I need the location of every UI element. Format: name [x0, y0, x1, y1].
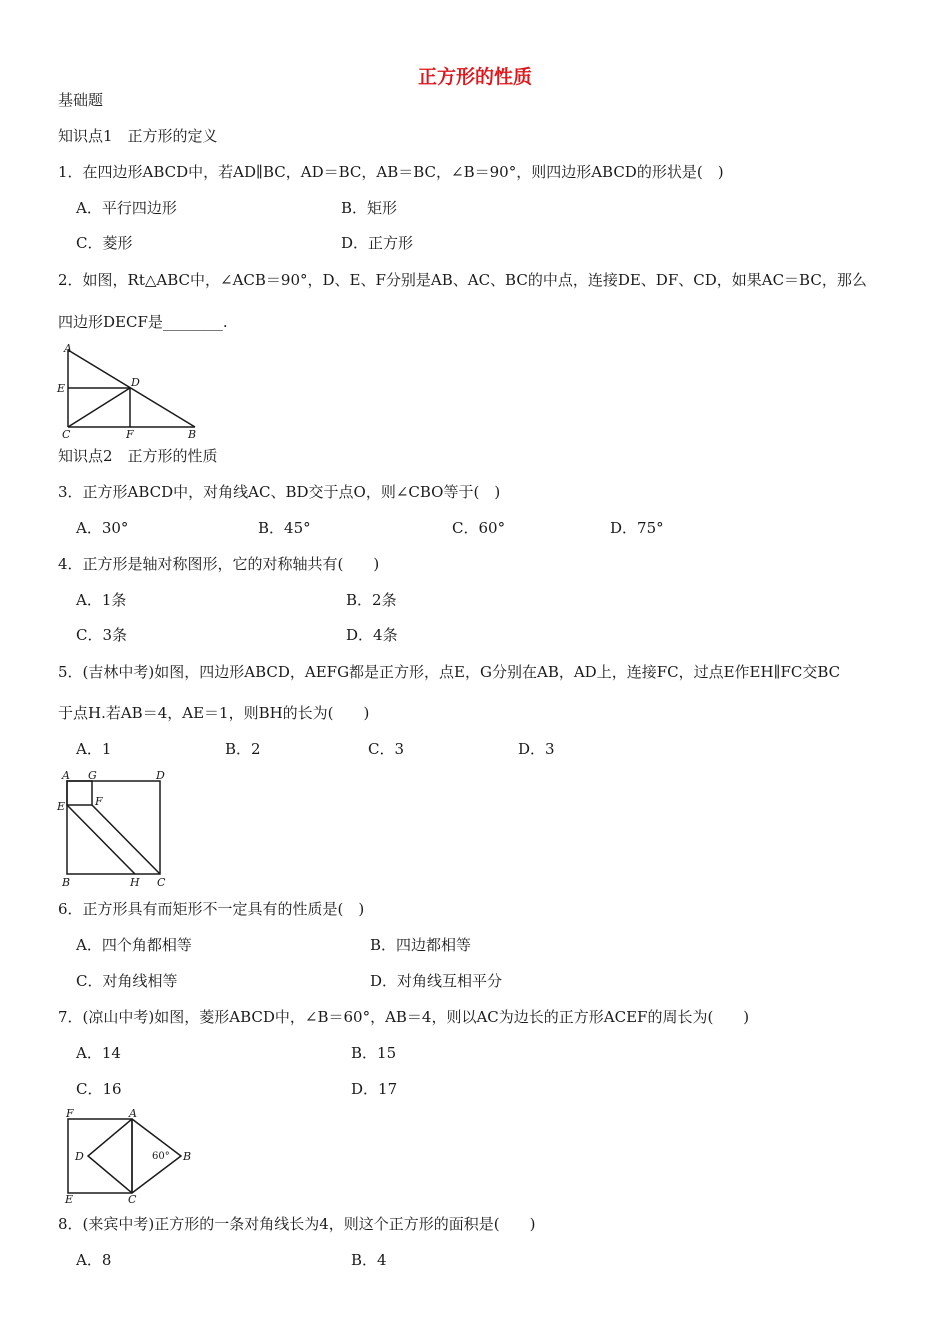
q4-option-d: D．4条: [346, 626, 398, 644]
q8-option-a: A．8: [76, 1251, 112, 1269]
q6-option-d: D．对角线互相平分: [370, 972, 503, 990]
q7-label-a: A: [129, 1107, 137, 1120]
q2-label-c: C: [62, 428, 71, 441]
q4-option-c: C．3条: [76, 626, 128, 644]
q2-label-b: B: [188, 428, 197, 441]
q5-label-b: B: [62, 876, 71, 889]
q1-option-a: A．平行四边形: [76, 199, 177, 217]
q5-label-g: G: [88, 769, 97, 782]
q5-stem-line2: 于点H.若AB＝4，AE＝1，则BH的长为( ): [58, 704, 370, 722]
q7-stem: 7．(凉山中考)如图，菱形ABCD中，∠B＝60°，AB＝4，则以AC为边长的正方形ACEF的周长为( ): [58, 1008, 750, 1026]
q7-option-c: C．16: [76, 1080, 122, 1098]
q5-label-h: H: [130, 876, 140, 889]
q2-label-e: E: [57, 382, 66, 395]
q3-stem: 3．正方形ABCD中，对角线AC、BD交于点O，则∠CBO等于( ): [58, 483, 501, 501]
q5-stem-line1: 5．(吉林中考)如图，四边形ABCD，AEFG都是正方形，点E，G分别在AB，AD上，连接FC，过点E作EH∥FC交BC: [58, 663, 841, 681]
q5-label-d: D: [156, 769, 165, 782]
q7-option-a: A．14: [76, 1044, 121, 1062]
q3-option-c: C．60°: [452, 519, 506, 537]
knowledge-point-2: 知识点2 正方形的性质: [58, 447, 218, 465]
q2-stem-line1: 2．如图，Rt△ABC中，∠ACB＝90°，D、E、F分别是AB、AC、BC的中点，连接DE、DF、CD，如果AC＝BC，那么: [58, 271, 867, 289]
q1-option-d: D．正方形: [341, 234, 414, 252]
q6-stem: 6．正方形具有而矩形不一定具有的性质是( ): [58, 900, 365, 918]
q7-label-b: B: [183, 1150, 192, 1163]
q5-label-a: A: [62, 769, 70, 782]
page-title: 正方形的性质: [417, 66, 532, 88]
q2-triangle-figure: [50, 340, 210, 440]
q7-option-d: D．17: [351, 1080, 398, 1098]
q7-label-d: D: [75, 1150, 84, 1163]
q7-label-c: C: [128, 1193, 137, 1206]
q1-stem: 1．在四边形ABCD中，若AD∥BC，AD＝BC，AB＝BC，∠B＝90°，则四边形ABCD的形状是( ): [58, 163, 724, 181]
q1-option-c: C．菱形: [76, 234, 133, 252]
q1-option-b: B．矩形: [341, 199, 398, 217]
q5-option-c: C．3: [368, 740, 405, 758]
q4-stem: 4．正方形是轴对称图形，它的对称轴共有( ): [58, 555, 380, 573]
q4-option-b: B．2条: [346, 591, 397, 609]
q5-squares-figure: [56, 768, 176, 890]
q7-option-b: B．15: [351, 1044, 397, 1062]
q5-option-b: B．2: [225, 740, 261, 758]
q5-label-e: E: [57, 800, 66, 813]
q7-label-f: F: [66, 1107, 74, 1120]
q3-option-a: A．30°: [76, 519, 129, 537]
knowledge-point-1: 知识点1 正方形的定义: [58, 127, 218, 145]
q4-option-a: A．1条: [76, 591, 127, 609]
q6-option-a: A．四个角都相等: [76, 936, 192, 954]
q3-option-b: B．45°: [258, 519, 311, 537]
q5-option-a: A．1: [76, 740, 112, 758]
q7-rhombus-square-figure: [58, 1105, 208, 1205]
q2-label-d: D: [131, 376, 140, 389]
section-heading: 基础题: [58, 91, 104, 109]
q6-option-b: B．四边都相等: [370, 936, 472, 954]
q6-option-c: C．对角线相等: [76, 972, 178, 990]
q8-option-b: B．4: [351, 1251, 387, 1269]
q2-label-a: A: [64, 342, 72, 355]
q5-label-c: C: [157, 876, 166, 889]
q2-stem-line2: 四边形DECF是________.: [58, 313, 228, 331]
q5-option-d: D．3: [518, 740, 555, 758]
q3-option-d: D．75°: [610, 519, 664, 537]
q8-stem: 8．(来宾中考)正方形的一条对角线长为4，则这个正方形的面积是( ): [58, 1215, 536, 1233]
q5-label-f: F: [95, 795, 103, 808]
q7-label-e: E: [65, 1193, 74, 1206]
q7-angle-label: 60°: [152, 1151, 170, 1162]
q2-label-f: F: [126, 428, 134, 441]
